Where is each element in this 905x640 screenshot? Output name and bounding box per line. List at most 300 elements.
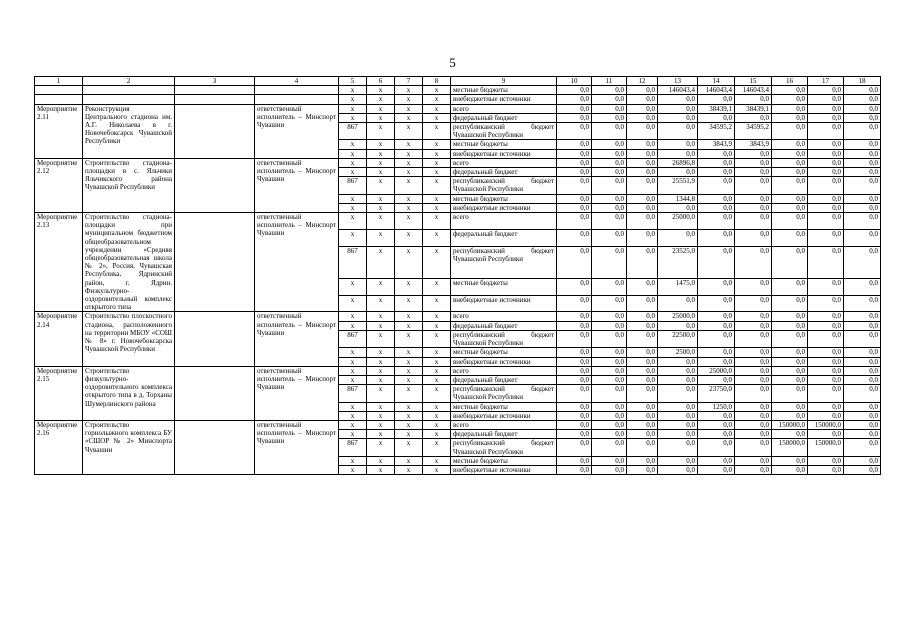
code-cell: x: [423, 330, 451, 347]
amount-cell: 22500,0: [658, 330, 698, 347]
amount-cell: 0,0: [592, 177, 627, 194]
amount-cell: 0,0: [592, 348, 627, 357]
header-row: [35, 77, 881, 86]
amount-cell: 0,0: [557, 177, 592, 194]
code-cell: x: [367, 158, 395, 167]
code-cell: x: [367, 168, 395, 177]
amount-cell: 0,0: [557, 430, 592, 439]
code-cell: x: [339, 278, 367, 295]
amount-cell: 0,0: [735, 278, 772, 295]
funding-source: республиканский бюджет Чувашской Республики: [451, 177, 557, 194]
amount-cell: 0,0: [844, 348, 881, 357]
measure-name: Строительство стадиона-площадки в с. Яльчики Яльчикского района Чувашской Республики: [83, 158, 175, 212]
amount-cell: 0,0: [557, 194, 592, 203]
amount-cell: 0,0: [557, 229, 592, 246]
amount-cell: 0,0: [772, 375, 808, 384]
code-cell: x: [339, 430, 367, 439]
code-cell: x: [423, 366, 451, 375]
amount-cell: 0,0: [627, 312, 658, 321]
amount-cell: 0,0: [808, 229, 844, 246]
amount-cell: 0,0: [772, 229, 808, 246]
code-cell: x: [367, 246, 395, 278]
amount-cell: 0,0: [808, 104, 844, 113]
amount-cell: 0,0: [698, 278, 735, 295]
amount-cell: 0,0: [772, 140, 808, 149]
code-cell: x: [339, 411, 367, 420]
code-cell: x: [395, 246, 423, 278]
amount-cell: 0,0: [735, 246, 772, 278]
amount-cell: 0,0: [592, 357, 627, 366]
amount-cell: 0,0: [557, 330, 592, 347]
amount-cell: 0,0: [557, 385, 592, 402]
amount-cell: 0,0: [627, 104, 658, 113]
amount-cell: 0,0: [844, 168, 881, 177]
amount-cell: 0,0: [698, 158, 735, 167]
measure-executor: ответственный исполнитель – Минспорт Чувашии: [255, 104, 339, 158]
code-cell: x: [423, 420, 451, 429]
code-cell: x: [339, 158, 367, 167]
amount-cell: 25000,0: [698, 366, 735, 375]
amount-cell: 0,0: [627, 295, 658, 312]
funding-source: внебюджетные источники: [451, 149, 557, 158]
code-cell: x: [367, 385, 395, 402]
amount-cell: 0,0: [698, 430, 735, 439]
amount-cell: 0,0: [735, 348, 772, 357]
code-cell: x: [423, 149, 451, 158]
code-cell: x: [423, 312, 451, 321]
code-cell: x: [367, 402, 395, 411]
code-cell: x: [423, 465, 451, 474]
code-cell: x: [367, 430, 395, 439]
code-cell: x: [367, 194, 395, 203]
amount-cell: 0,0: [658, 203, 698, 212]
amount-cell: 23525,0: [658, 246, 698, 278]
amount-cell: 0,0: [627, 177, 658, 194]
amount-cell: 0,0: [658, 465, 698, 474]
code-cell: x: [395, 420, 423, 429]
amount-cell: 0,0: [844, 385, 881, 402]
code-cell: x: [395, 295, 423, 312]
amount-cell: 0,0: [698, 357, 735, 366]
amount-cell: 0,0: [772, 366, 808, 375]
code-cell: x: [367, 278, 395, 295]
funding-source: республиканский бюджет Чувашской Республики: [451, 385, 557, 402]
code-cell: x: [395, 168, 423, 177]
amount-cell: 0,0: [592, 278, 627, 295]
amount-cell: 0,0: [698, 149, 735, 158]
amount-cell: 0,0: [844, 113, 881, 122]
amount-cell: 0,0: [735, 357, 772, 366]
amount-cell: 0,0: [627, 246, 658, 278]
amount-cell: 0,0: [658, 104, 698, 113]
code-cell: x: [339, 456, 367, 465]
code-cell: x: [395, 321, 423, 330]
amount-cell: 0,0: [735, 229, 772, 246]
amount-cell: 0,0: [698, 465, 735, 474]
amount-cell: 23750,0: [698, 385, 735, 402]
code-cell: x: [367, 456, 395, 465]
code-cell: x: [395, 229, 423, 246]
amount-cell: 0,0: [658, 420, 698, 429]
code-cell: x: [423, 140, 451, 149]
code-cell: x: [423, 86, 451, 95]
amount-cell: 0,0: [735, 385, 772, 402]
amount-cell: 0,0: [627, 95, 658, 104]
amount-cell: 0,0: [627, 213, 658, 230]
amount-cell: 0,0: [698, 177, 735, 194]
code-cell: x: [367, 375, 395, 384]
amount-cell: 0,0: [772, 330, 808, 347]
code-cell: x: [423, 104, 451, 113]
amount-cell: 0,0: [808, 375, 844, 384]
table-row: [35, 104, 881, 113]
amount-cell: 0,0: [698, 439, 735, 456]
code-cell: x: [339, 194, 367, 203]
amount-cell: 0,0: [627, 123, 658, 140]
amount-cell: 0,0: [557, 149, 592, 158]
code-cell: 867: [339, 385, 367, 402]
amount-cell: 0,0: [592, 140, 627, 149]
amount-cell: 0,0: [735, 375, 772, 384]
empty-cell: [83, 95, 175, 104]
amount-cell: 0,0: [557, 278, 592, 295]
funding-source: местные бюджеты: [451, 402, 557, 411]
amount-cell: 0,0: [658, 430, 698, 439]
funding-source: всего: [451, 104, 557, 113]
amount-cell: 0,0: [808, 213, 844, 230]
code-cell: x: [367, 95, 395, 104]
measure-code: Мероприятие 2.14: [35, 312, 83, 366]
amount-cell: 0,0: [698, 246, 735, 278]
amount-cell: 0,0: [844, 295, 881, 312]
code-cell: x: [423, 278, 451, 295]
amount-cell: 0,0: [627, 278, 658, 295]
amount-cell: 0,0: [844, 321, 881, 330]
code-cell: x: [367, 321, 395, 330]
amount-cell: 0,0: [592, 430, 627, 439]
amount-cell: 0,0: [557, 246, 592, 278]
amount-cell: 0,0: [772, 158, 808, 167]
code-cell: x: [339, 168, 367, 177]
column-number: 15: [735, 77, 772, 86]
amount-cell: 0,0: [808, 321, 844, 330]
amount-cell: 0,0: [772, 246, 808, 278]
amount-cell: 0,0: [808, 402, 844, 411]
amount-cell: 0,0: [557, 402, 592, 411]
code-cell: x: [395, 95, 423, 104]
amount-cell: 0,0: [698, 203, 735, 212]
code-cell: x: [367, 123, 395, 140]
amount-cell: 0,0: [698, 194, 735, 203]
code-cell: x: [367, 439, 395, 456]
amount-cell: 0,0: [772, 357, 808, 366]
code-cell: x: [395, 465, 423, 474]
amount-cell: 0,0: [844, 420, 881, 429]
amount-cell: 0,0: [698, 229, 735, 246]
amount-cell: 0,0: [844, 213, 881, 230]
code-cell: x: [339, 95, 367, 104]
amount-cell: 0,0: [735, 456, 772, 465]
amount-cell: 0,0: [735, 158, 772, 167]
table-row: [35, 420, 881, 429]
code-cell: x: [423, 123, 451, 140]
amount-cell: 0,0: [592, 456, 627, 465]
amount-cell: 0,0: [844, 194, 881, 203]
amount-cell: 0,0: [592, 402, 627, 411]
amount-cell: 0,0: [844, 104, 881, 113]
amount-cell: 0,0: [844, 439, 881, 456]
amount-cell: 0,0: [627, 430, 658, 439]
code-cell: x: [339, 321, 367, 330]
amount-cell: 0,0: [735, 366, 772, 375]
table-row: [35, 158, 881, 167]
amount-cell: 150000,0: [808, 420, 844, 429]
code-cell: x: [339, 420, 367, 429]
amount-cell: 0,0: [772, 348, 808, 357]
amount-cell: 0,0: [592, 295, 627, 312]
column-number: 4: [255, 77, 339, 86]
code-cell: x: [395, 430, 423, 439]
amount-cell: 0,0: [808, 456, 844, 465]
code-cell: x: [395, 213, 423, 230]
code-cell: x: [339, 465, 367, 474]
code-cell: x: [423, 321, 451, 330]
amount-cell: 0,0: [808, 366, 844, 375]
amount-cell: 0,0: [808, 278, 844, 295]
amount-cell: 25000,0: [658, 312, 698, 321]
measure-code: Мероприятие 2.12: [35, 158, 83, 212]
column-number: 2: [83, 77, 175, 86]
empty-cell: [255, 95, 339, 104]
column-number: 17: [808, 77, 844, 86]
code-cell: x: [395, 375, 423, 384]
code-cell: x: [367, 149, 395, 158]
code-cell: x: [423, 203, 451, 212]
funding-source: местные бюджеты: [451, 140, 557, 149]
amount-cell: 0,0: [658, 321, 698, 330]
amount-cell: 146043,4: [658, 86, 698, 95]
code-cell: 867: [339, 246, 367, 278]
amount-cell: 0,0: [627, 194, 658, 203]
amount-cell: 0,0: [772, 194, 808, 203]
amount-cell: 0,0: [735, 213, 772, 230]
amount-cell: 0,0: [557, 95, 592, 104]
amount-cell: 2500,0: [658, 348, 698, 357]
amount-cell: 0,0: [658, 140, 698, 149]
amount-cell: 0,0: [592, 375, 627, 384]
code-cell: x: [367, 203, 395, 212]
amount-cell: 0,0: [557, 86, 592, 95]
amount-cell: 0,0: [844, 86, 881, 95]
table-row: [35, 95, 881, 104]
amount-cell: 0,0: [735, 194, 772, 203]
code-cell: x: [395, 385, 423, 402]
amount-cell: 0,0: [772, 402, 808, 411]
amount-cell: 0,0: [658, 123, 698, 140]
code-cell: x: [339, 140, 367, 149]
funding-source: республиканский бюджет Чувашской Республики: [451, 439, 557, 456]
amount-cell: 0,0: [735, 312, 772, 321]
amount-cell: 0,0: [557, 213, 592, 230]
amount-cell: 0,0: [592, 203, 627, 212]
amount-cell: 0,0: [627, 439, 658, 456]
code-cell: x: [423, 168, 451, 177]
amount-cell: 0,0: [808, 113, 844, 122]
funding-source: федеральный бюджет: [451, 430, 557, 439]
empty-cell: [35, 86, 83, 95]
amount-cell: 146043,4: [735, 86, 772, 95]
column-number: 13: [658, 77, 698, 86]
amount-cell: 0,0: [627, 203, 658, 212]
empty-cell: [175, 86, 255, 95]
code-cell: x: [423, 439, 451, 456]
amount-cell: 0,0: [698, 411, 735, 420]
amount-cell: 0,0: [557, 465, 592, 474]
funding-source: федеральный бюджет: [451, 229, 557, 246]
amount-cell: 0,0: [844, 330, 881, 347]
amount-cell: 0,0: [592, 312, 627, 321]
amount-cell: 0,0: [627, 375, 658, 384]
amount-cell: 0,0: [557, 348, 592, 357]
amount-cell: 0,0: [844, 278, 881, 295]
amount-cell: 38439,1: [735, 104, 772, 113]
column-number: 16: [772, 77, 808, 86]
code-cell: x: [423, 213, 451, 230]
amount-cell: 0,0: [627, 140, 658, 149]
code-cell: x: [339, 203, 367, 212]
code-cell: x: [367, 140, 395, 149]
amount-cell: 0,0: [735, 439, 772, 456]
code-cell: x: [339, 375, 367, 384]
amount-cell: 0,0: [808, 123, 844, 140]
funding-source: федеральный бюджет: [451, 168, 557, 177]
code-cell: x: [395, 123, 423, 140]
code-cell: x: [395, 366, 423, 375]
funding-source: внебюджетные источники: [451, 295, 557, 312]
amount-cell: 0,0: [735, 177, 772, 194]
amount-cell: 0,0: [844, 430, 881, 439]
amount-cell: 150000,0: [772, 439, 808, 456]
column-number: 14: [698, 77, 735, 86]
amount-cell: 0,0: [772, 385, 808, 402]
amount-cell: 0,0: [658, 456, 698, 465]
code-cell: x: [367, 104, 395, 113]
code-cell: x: [339, 86, 367, 95]
amount-cell: 0,0: [844, 357, 881, 366]
code-cell: x: [367, 213, 395, 230]
amount-cell: 1475,0: [658, 278, 698, 295]
code-cell: x: [423, 95, 451, 104]
amount-cell: 0,0: [592, 229, 627, 246]
amount-cell: 0,0: [592, 194, 627, 203]
amount-cell: 0,0: [658, 113, 698, 122]
measure-executor: ответственный исполнитель – Минспорт Чувашии: [255, 312, 339, 366]
amount-cell: 0,0: [627, 86, 658, 95]
column-number: 9: [451, 77, 557, 86]
amount-cell: 0,0: [772, 123, 808, 140]
code-cell: x: [367, 357, 395, 366]
amount-cell: 0,0: [772, 213, 808, 230]
amount-cell: 0,0: [698, 168, 735, 177]
amount-cell: 0,0: [592, 411, 627, 420]
code-cell: 867: [339, 439, 367, 456]
amount-cell: 0,0: [557, 104, 592, 113]
amount-cell: 0,0: [627, 149, 658, 158]
amount-cell: 0,0: [772, 95, 808, 104]
amount-cell: 0,0: [658, 366, 698, 375]
amount-cell: 0,0: [592, 420, 627, 429]
funding-source: внебюджетные источники: [451, 411, 557, 420]
code-cell: x: [423, 385, 451, 402]
amount-cell: 0,0: [844, 375, 881, 384]
measure-executor: ответственный исполнитель – Минспорт Чувашии: [255, 420, 339, 474]
amount-cell: 0,0: [627, 411, 658, 420]
amount-cell: 0,0: [627, 168, 658, 177]
amount-cell: 0,0: [844, 229, 881, 246]
amount-cell: 0,0: [557, 123, 592, 140]
measure-code: Мероприятие 2.15: [35, 366, 83, 420]
table-row: [35, 86, 881, 95]
amount-cell: 0,0: [735, 465, 772, 474]
funding-source: внебюджетные источники: [451, 465, 557, 474]
code-cell: 867: [339, 330, 367, 347]
code-cell: x: [423, 177, 451, 194]
amount-cell: 0,0: [627, 402, 658, 411]
amount-cell: 0,0: [808, 246, 844, 278]
funding-source: внебюджетные источники: [451, 203, 557, 212]
empty-cell: [175, 213, 255, 312]
amount-cell: 0,0: [592, 321, 627, 330]
amount-cell: 3843,9: [698, 140, 735, 149]
amount-cell: 0,0: [772, 295, 808, 312]
code-cell: x: [395, 177, 423, 194]
code-cell: x: [367, 229, 395, 246]
empty-cell: [175, 420, 255, 474]
amount-cell: 0,0: [844, 456, 881, 465]
amount-cell: 0,0: [808, 430, 844, 439]
funding-source: федеральный бюджет: [451, 321, 557, 330]
column-number: 3: [175, 77, 255, 86]
amount-cell: 0,0: [808, 330, 844, 347]
empty-cell: [83, 86, 175, 95]
code-cell: x: [395, 312, 423, 321]
amount-cell: 0,0: [772, 321, 808, 330]
code-cell: x: [423, 430, 451, 439]
amount-cell: 0,0: [735, 411, 772, 420]
amount-cell: 0,0: [627, 229, 658, 246]
amount-cell: 0,0: [735, 295, 772, 312]
amount-cell: 0,0: [772, 149, 808, 158]
code-cell: x: [423, 375, 451, 384]
code-cell: x: [339, 113, 367, 122]
amount-cell: 0,0: [735, 168, 772, 177]
page-number: 5: [449, 55, 456, 70]
code-cell: x: [367, 420, 395, 429]
amount-cell: 0,0: [808, 348, 844, 357]
funding-source: всего: [451, 213, 557, 230]
column-number: 6: [367, 77, 395, 86]
amount-cell: 0,0: [808, 140, 844, 149]
measure-code: Мероприятие 2.11: [35, 104, 83, 158]
funding-source: местные бюджеты: [451, 86, 557, 95]
measure-name: Реконструкция Центрального стадиона им. А.Г. Николаева в г. Новочебоксарск Чувашской Республики: [83, 104, 175, 158]
amount-cell: 0,0: [557, 375, 592, 384]
amount-cell: 0,0: [627, 158, 658, 167]
code-cell: 867: [339, 177, 367, 194]
code-cell: x: [339, 348, 367, 357]
amount-cell: 0,0: [592, 213, 627, 230]
amount-cell: 0,0: [658, 229, 698, 246]
